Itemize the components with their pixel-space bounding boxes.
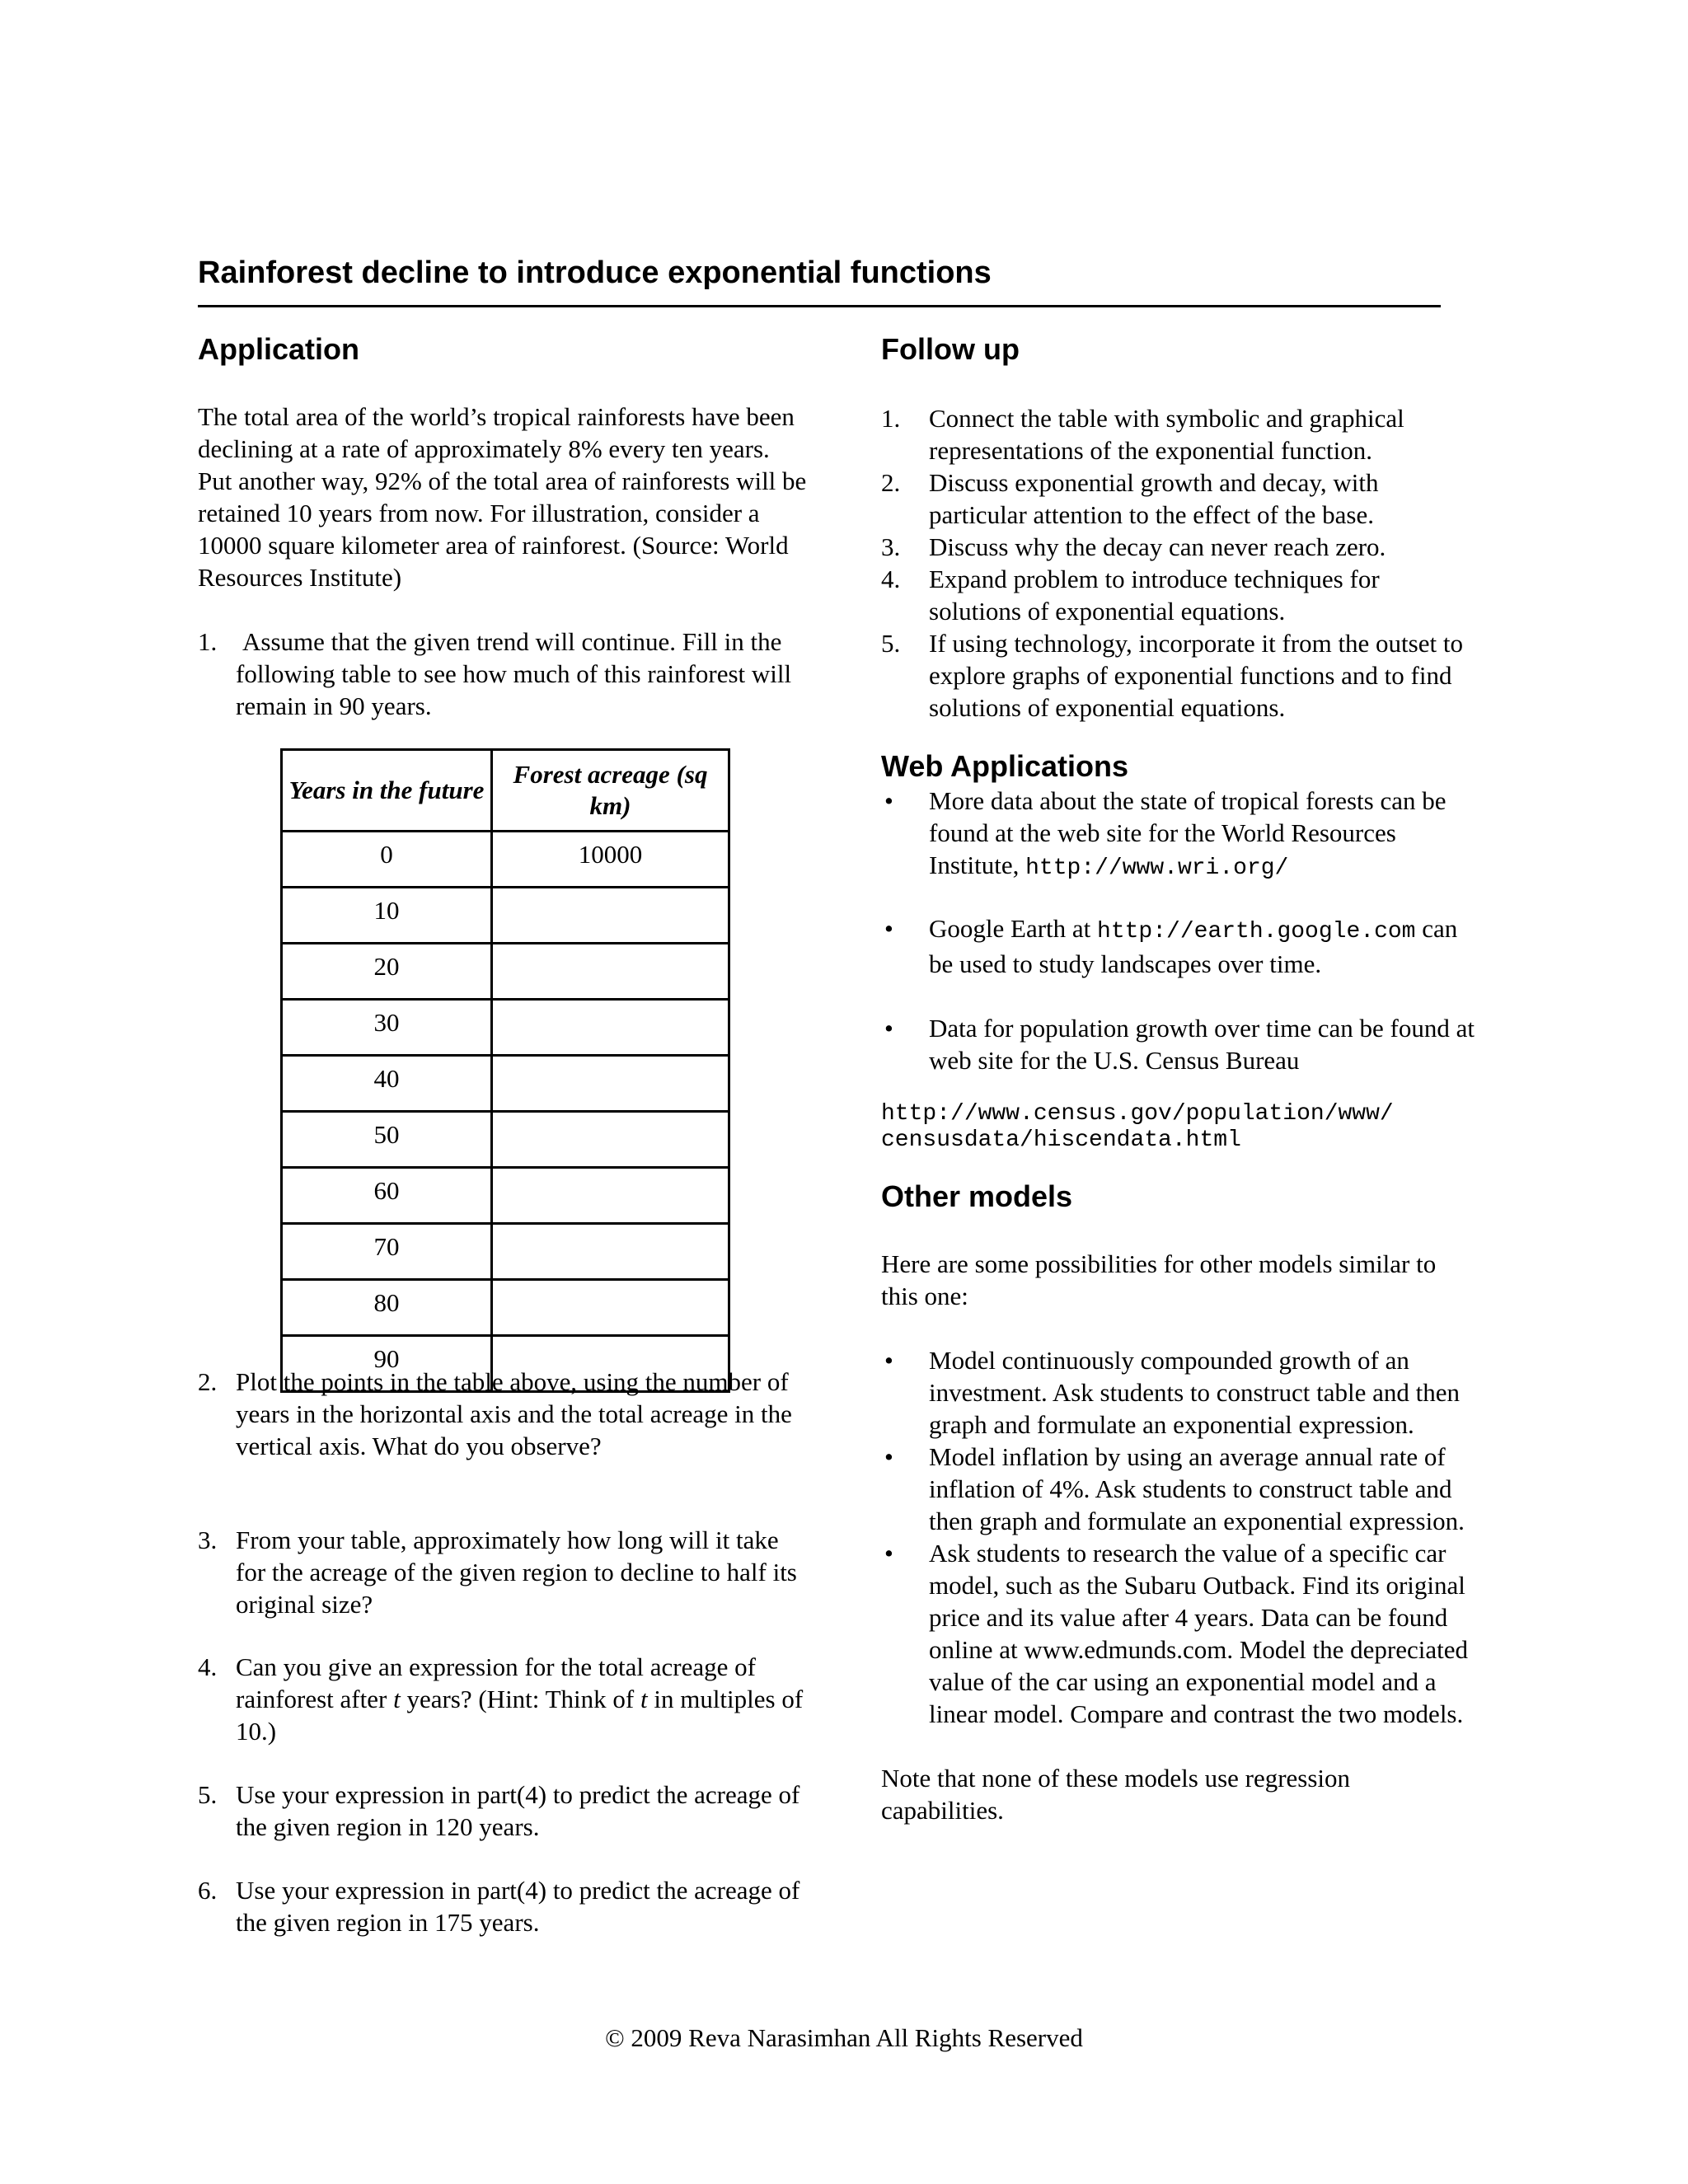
- other-models-heading: Other models: [881, 1179, 1073, 1213]
- acreage-cell: [492, 1168, 729, 1224]
- question-1: [198, 626, 808, 722]
- follow-up-item: [881, 531, 1475, 563]
- follow-up-item: [881, 563, 1475, 627]
- question-text: Use your expression in part(4) to predict the acreage of the given region in 175 years.: [236, 1876, 800, 1937]
- acreage-cell: [492, 1336, 729, 1392]
- acreage-column-header: Forest acreage (sq km): [492, 750, 729, 832]
- question-5: [198, 1779, 808, 1843]
- table-body: [282, 832, 729, 1392]
- year-cell: 80: [282, 1280, 492, 1336]
- question-text: Can you give an expression for the total acreage of rainforest after t years? (Hint: Think of t in multiples of 10.): [236, 1652, 804, 1746]
- item-number: 1.: [881, 404, 901, 433]
- model-item: [881, 1537, 1475, 1730]
- page-title: Rainforest decline to introduce exponential functions: [198, 255, 992, 290]
- table-row: [282, 1336, 729, 1392]
- bullet-icon: •: [884, 1346, 893, 1375]
- question-number: 4.: [198, 1652, 218, 1681]
- year-cell: 0: [282, 832, 492, 888]
- follow-up-item: [881, 627, 1475, 724]
- year-cell: 50: [282, 1112, 492, 1168]
- table-row: [282, 1000, 729, 1056]
- title-divider: [198, 305, 1441, 307]
- table-row: [282, 1224, 729, 1280]
- question-6: [198, 1874, 808, 1938]
- acreage-cell: [492, 1224, 729, 1280]
- table-row: [282, 1112, 729, 1168]
- application-heading: Application: [198, 332, 359, 366]
- question-number: 6.: [198, 1876, 218, 1905]
- question-text: Use your expression in part(4) to predict the acreage of the given region in 120 years.: [236, 1780, 800, 1841]
- bullet-icon: •: [884, 1014, 893, 1043]
- web-item-3: • Data for population growth over time can be found at web site for the U.S. Census Bureau: [884, 1014, 1475, 1075]
- acreage-cell: [492, 1056, 729, 1112]
- question-number: 5.: [198, 1780, 218, 1809]
- question-number: 3.: [198, 1526, 218, 1554]
- acreage-cell: [492, 888, 729, 944]
- web-item-2: • Google Earth at http://earth.google.com can be used to study landscapes over time.: [884, 914, 1458, 978]
- table-row: [282, 1168, 729, 1224]
- model-item: [881, 1441, 1475, 1537]
- bullet-icon: •: [884, 1442, 893, 1471]
- year-cell: 70: [282, 1224, 492, 1280]
- wri-link[interactable]: http://www.wri.org/: [1025, 855, 1289, 881]
- year-cell: 90: [282, 1336, 492, 1392]
- acreage-cell: [492, 944, 729, 1000]
- web-applications-heading: Web Applications: [881, 749, 1129, 783]
- question-text: Assume that the given trend will continue. Fill in the following table to see how much of this rainforest will remain in 90 years.: [236, 627, 792, 720]
- acreage-cell: 10000: [492, 832, 729, 888]
- follow-up-column: [881, 331, 1475, 1826]
- question-3: [198, 1524, 808, 1620]
- table-row: [282, 832, 729, 888]
- google-earth-link[interactable]: http://earth.google.com: [1097, 919, 1416, 944]
- other-models-note: Note that none of these models use regression capabilities.: [881, 1764, 1351, 1825]
- question-number: 2.: [198, 1367, 218, 1396]
- item-text: Connect the table with symbolic and graphical representations of the exponential function.: [929, 404, 1404, 465]
- acreage-cell: [492, 1112, 729, 1168]
- copyright-footer: © 2009 Reva Narasimhan All Rights Reserved: [605, 2023, 1083, 2052]
- model-item: [881, 1344, 1475, 1441]
- item-text: Model inflation by using an average annual rate of inflation of 4%. Ask students to construct table and then graph and formulate an exponential expression.: [929, 1442, 1465, 1535]
- follow-up-item: [881, 402, 1475, 466]
- forest-acreage-table: [280, 748, 730, 1393]
- table-row: [282, 944, 729, 1000]
- item-number: 3.: [881, 532, 901, 561]
- table-row: [282, 1280, 729, 1336]
- year-cell: 30: [282, 1000, 492, 1056]
- table-row: [282, 888, 729, 944]
- item-text: Model continuously compounded growth of an investment. Ask students to construct table and then graph and formulate an exponential expression.: [929, 1346, 1461, 1439]
- item-text: Ask students to research the value of a specific car model, such as the Subaru Outback. Find its original price and its value after 4 years. Data can be found online at www.edmunds.com. Model the depreciated value of the car using an exponential model and a linear model. Compare and contrast the two models.: [929, 1539, 1468, 1728]
- application-intro: The total area of the world’s tropical rainforests have been declining at a rate of approximately 8% every ten years. Put another way, 92% of the total area of rainforests will be retained 10 years from now. For illustration, consider a 10000 square kilometer area of rainforest. (Source: World Resources Institute): [198, 402, 807, 592]
- acreage-cell: [492, 1000, 729, 1056]
- question-number: 1.: [198, 627, 218, 656]
- web-item-1: • More data about the state of tropical forests can be found at the web site for the World Resources Institute, http://www.wri.org/: [884, 786, 1447, 881]
- item-text: Discuss exponential growth and decay, with particular attention to the effect of the base.: [929, 468, 1379, 529]
- census-link[interactable]: http://www.census.gov/population/www/ censusdata/hiscendata.html: [881, 1101, 1394, 1153]
- year-cell: 40: [282, 1056, 492, 1112]
- other-models-list: [881, 1344, 1475, 1730]
- item-text: Expand problem to introduce techniques for solutions of exponential equations.: [929, 565, 1380, 626]
- year-cell: 10: [282, 888, 492, 944]
- item-text: If using technology, incorporate it from the outset to explore graphs of exponential functions and to find solutions of exponential equations.: [929, 629, 1463, 722]
- follow-up-heading: Follow up: [881, 332, 1020, 366]
- follow-up-item: [881, 466, 1475, 531]
- bullet-icon: •: [884, 914, 893, 943]
- other-models-intro: Here are some possibilities for other models similar to this one:: [881, 1249, 1437, 1310]
- item-number: 2.: [881, 468, 901, 497]
- years-column-header: Years in the future: [282, 750, 492, 832]
- bullet-icon: •: [884, 1539, 893, 1568]
- table-header-row: [282, 750, 729, 832]
- year-cell: 20: [282, 944, 492, 1000]
- acreage-cell: [492, 1280, 729, 1336]
- question-text: From your table, approximately how long will it take for the acreage of the given region to decline to half its original size?: [236, 1526, 797, 1619]
- follow-up-list: [881, 402, 1475, 724]
- question-text: Plot the points in the table above, using the number of years in the horizontal axis and the total acreage in the vertical axis. What do you observe?: [236, 1367, 792, 1460]
- bullet-icon: •: [884, 786, 893, 815]
- year-cell: 60: [282, 1168, 492, 1224]
- item-text: Discuss why the decay can never reach zero.: [929, 532, 1386, 561]
- table-row: [282, 1056, 729, 1112]
- question-4: [198, 1651, 808, 1747]
- item-number: 4.: [881, 565, 901, 593]
- item-number: 5.: [881, 629, 901, 658]
